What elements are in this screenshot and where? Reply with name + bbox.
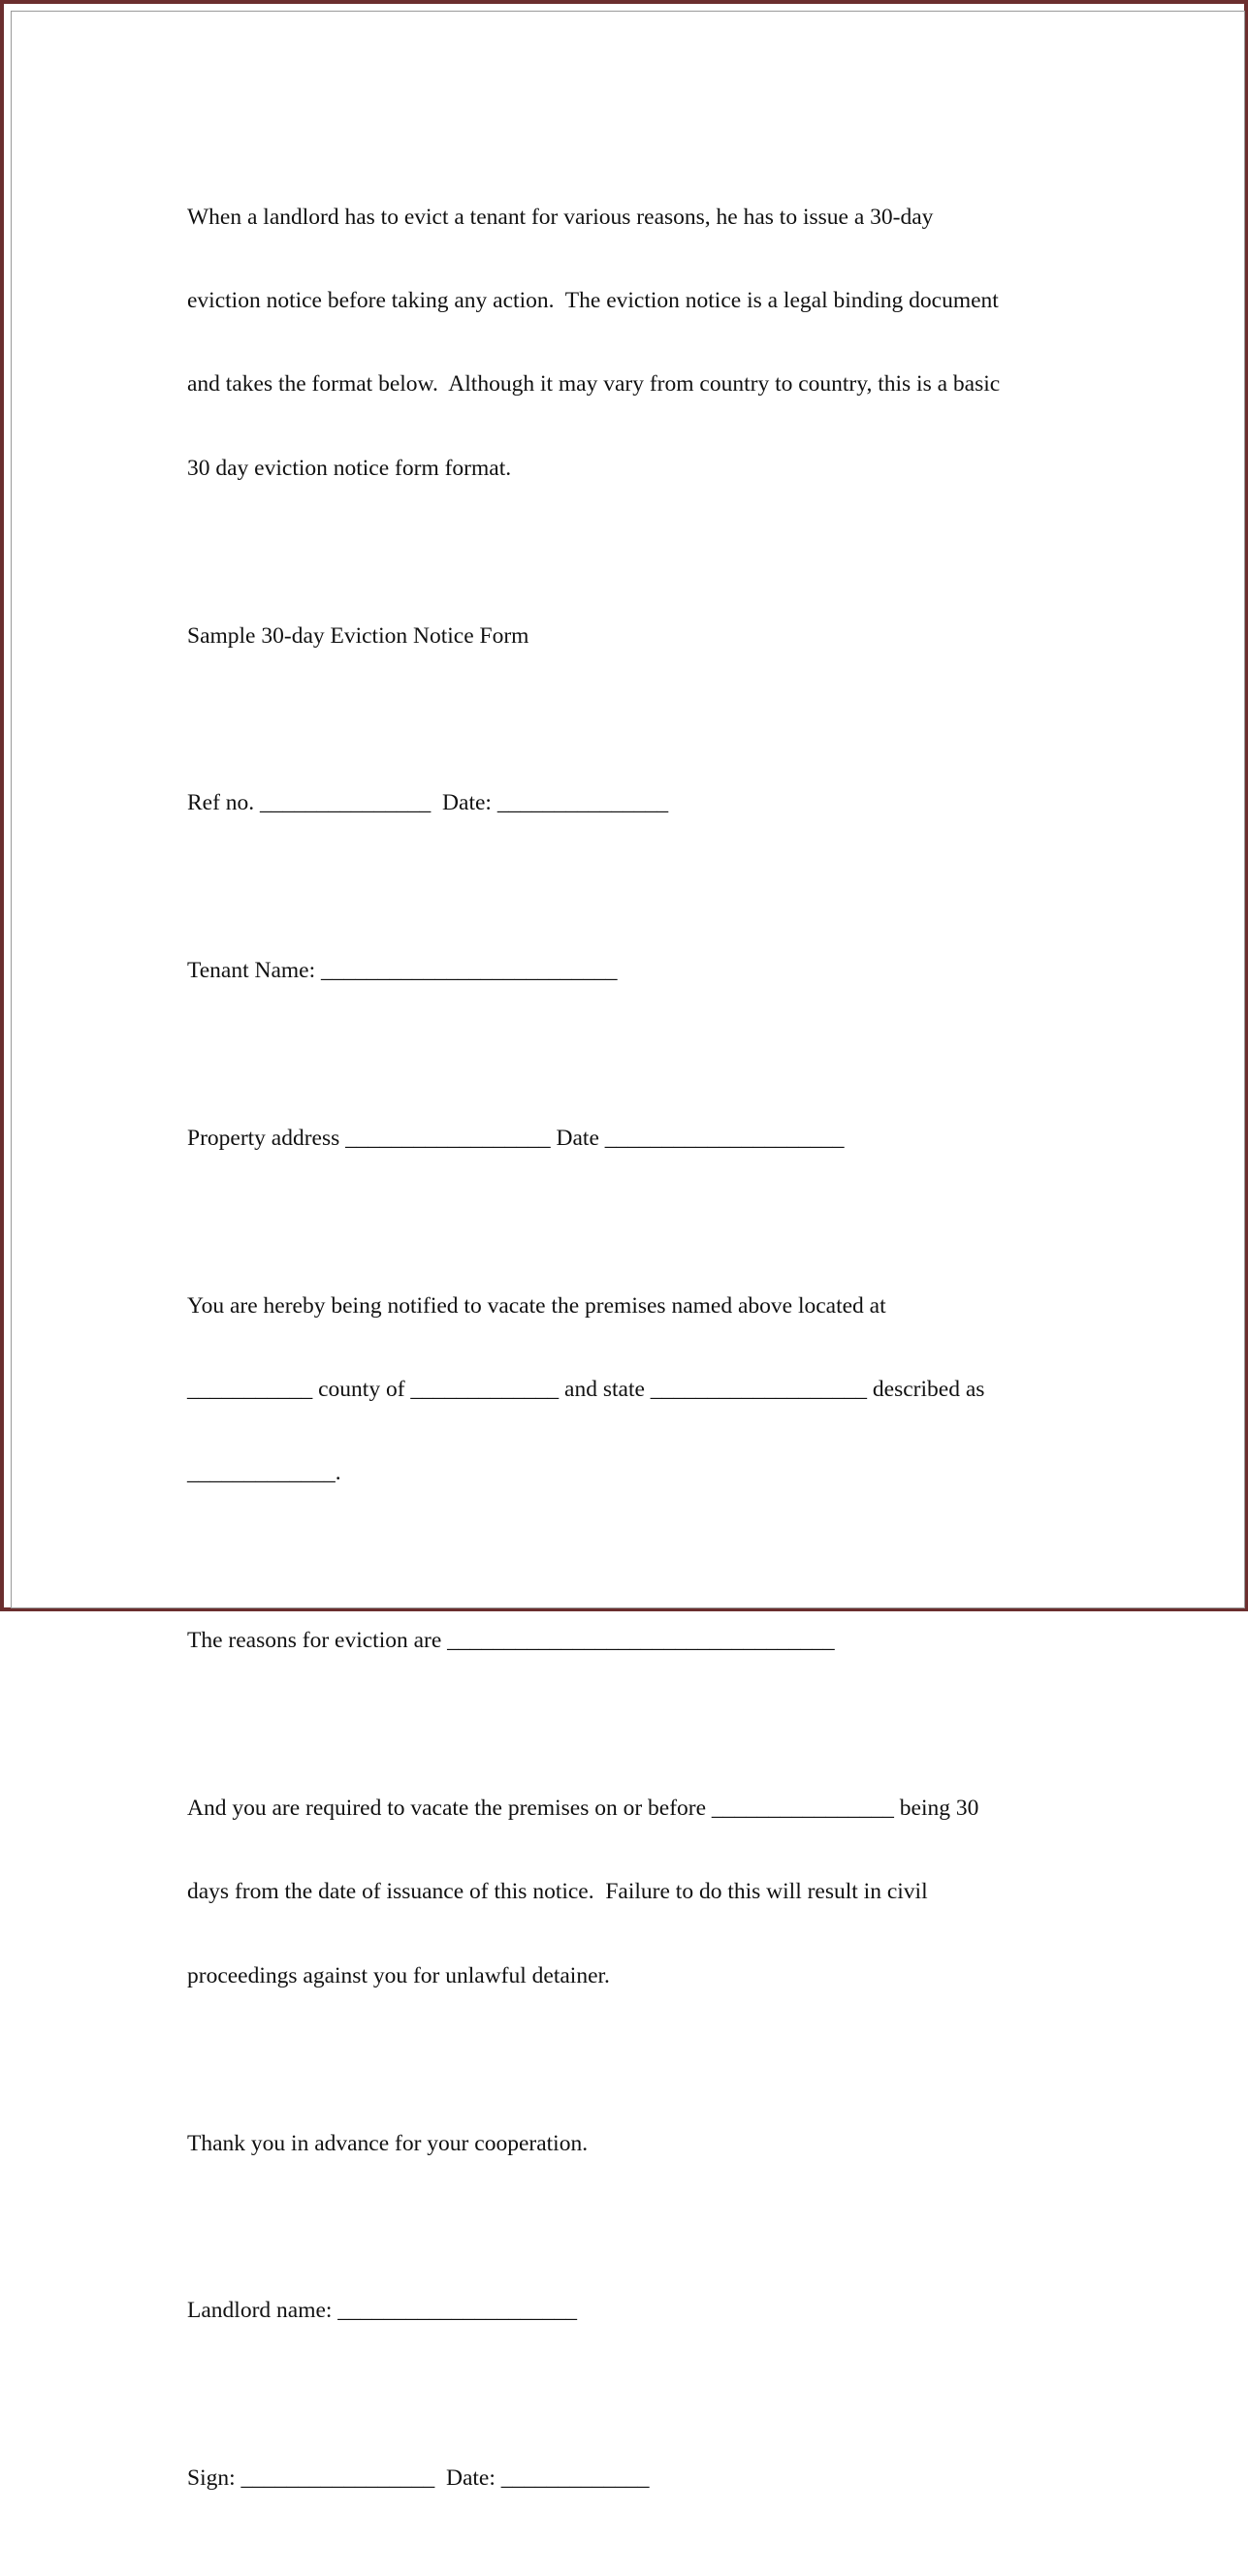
intro-paragraph xyxy=(187,147,1079,538)
thanks-line xyxy=(187,2074,1079,2213)
intro-line: eviction notice before taking any action. The eviction notice is a legal binding document xyxy=(187,287,999,313)
landlord-name-line xyxy=(187,2242,1079,2381)
ref-date-line xyxy=(187,734,1079,874)
ref-date-text: Ref no. _______________ Date: _______________ xyxy=(187,790,669,816)
intro-line: and takes the format below. Although it may vary from country to country, this is a basic xyxy=(187,371,1001,398)
sign-date-line xyxy=(187,2409,1079,2549)
notified-line: You are hereby being notified to vacate the premises named above located at xyxy=(187,1292,886,1319)
landlord-name-text: Landlord name: _____________________ xyxy=(187,2298,578,2324)
intro-line: When a landlord has to evict a tenant for various reasons, he has to issue a 30-day xyxy=(187,204,934,230)
notified-paragraph xyxy=(187,1236,1079,1543)
notified-line: _____________. xyxy=(187,1460,341,1486)
vacate-line: days from the date of issuance of this notice. Failure to do this will result in civil xyxy=(187,1879,928,1905)
vacate-line: proceedings against you for unlawful detainer. xyxy=(187,1962,610,1988)
intro-line: 30 day eviction notice form format. xyxy=(187,455,512,481)
property-address-text: Property address __________________ Date _____________________ xyxy=(187,1125,845,1151)
reasons-line xyxy=(187,1572,1079,1711)
notified-line: ___________ county of _____________ and state ___________________ described as xyxy=(187,1377,985,1403)
thanks-text: Thank you in advance for your cooperation. xyxy=(187,2130,589,2156)
sign-date-text: Sign: _________________ Date: _____________ xyxy=(187,2465,650,2492)
property-address-line xyxy=(187,1068,1079,1208)
form-title xyxy=(187,566,1079,706)
vacate-line: And you are required to vacate the premises on or before ________________ being 30 xyxy=(187,1796,979,1822)
tenant-name-line xyxy=(187,902,1079,1041)
form-title-text: Sample 30-day Eviction Notice Form xyxy=(187,622,529,649)
vacate-paragraph xyxy=(187,1738,1079,2046)
reasons-text: The reasons for eviction are __________________________________ xyxy=(187,1628,835,1654)
document-body xyxy=(187,147,1079,2576)
tenant-name-text: Tenant Name: __________________________ xyxy=(187,958,618,984)
